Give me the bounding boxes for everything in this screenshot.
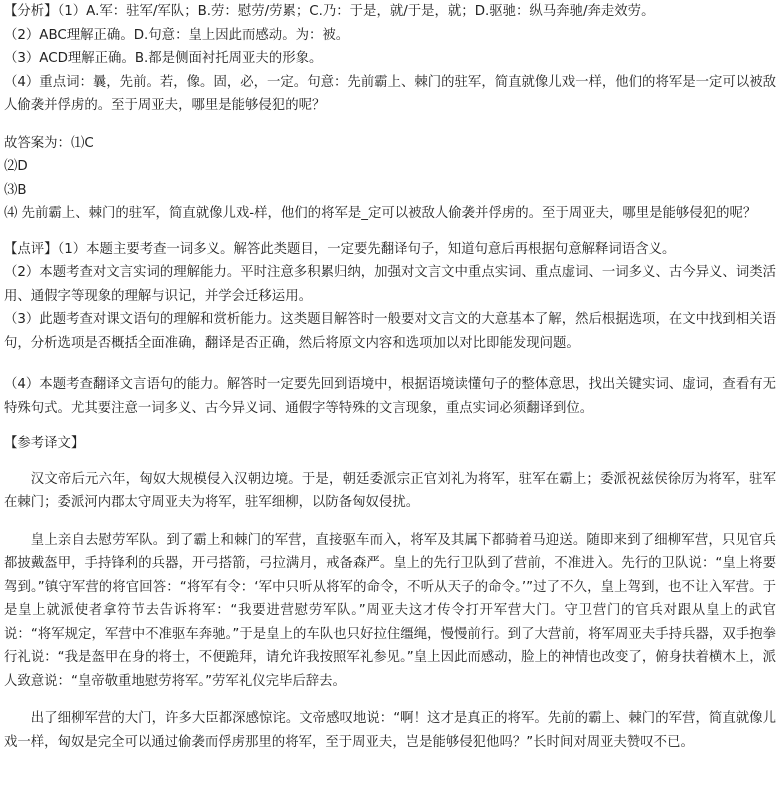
analysis-item-1: 【分析】（1）A.军：驻军/军队；B.劳：慰劳/劳累；C.乃：于是，就/于是，就；D.驱驰：纵马奔驰/奔走效劳。: [4, 4, 655, 19]
answer-section: [4, 132, 776, 226]
analysis-section: [4, 0, 776, 118]
translation-paragraph-3: 出了细柳军营的大门，许多大臣都深感惊诧。文帝感叹地说：“啊！这才是真正的将军。先前的霸上、棘门的军营，简直就像儿戏一样，匈奴是完全可以通过偷袭而俘虏那里的将军，至于周亚夫，岂是能够侵犯他吗？”长时间对周亚夫赞叹不已。: [4, 711, 776, 750]
comment-item-1: 【点评】（1）本题主要考查一词多义。解答此类题目，一定要先翻译句子，知道句意后再根据句意解释词语含义。: [4, 241, 676, 257]
analysis-item-4: （4）重点词：曩，先前。若，像。固，必，一定。句意：先前霸上、棘门的驻军，简直就像儿戏一样，他们的将军是一定可以被敌人偷袭并俘虏的。至于周亚夫，哪里是能够侵犯的呢？: [4, 74, 776, 113]
answer-line-2: ⑵D: [4, 159, 28, 174]
translation-heading: 【参考译文】: [4, 436, 85, 451]
answer-line-1: 故答案为：⑴C: [4, 135, 94, 151]
analysis-item-2: （2）ABC理解正确。D.句意：皇上因此而感动。为：被。: [4, 27, 350, 43]
comment-item-2: （2）本题考查对文言实词的理解能力。平时注意多积累归纳，加强对文言文中重点实词、重点虚词、一词多义、古今异义、词类活用、通假字等现象的理解与识记，并学会迁移运用。: [4, 265, 776, 304]
translation-section: [4, 432, 776, 754]
comment-section: [4, 238, 776, 421]
answer-line-3: ⑶B: [4, 182, 27, 198]
analysis-item-3: （3）ACD理解正确。B.都是侧面衬托周亚夫的形象。: [4, 51, 323, 66]
comment-item-4: （4）本题考查翻译文言语句的能力。解答时一定要先回到语境中，根据语境读懂句子的整体意思，找出关键实词、虚词，查看有无特殊句式。尤其要注意一词多义、古今异义词、通假字等特殊的文言现象，重点实词必须翻译到位。: [4, 377, 776, 416]
translation-paragraph-2: 皇上亲自去慰劳军队。到了霸上和棘门的军营，直接驱车而入，将军及其属下都骑着马迎送。随即来到了细柳军营，只见官兵都披戴盔甲，手持锋利的兵器，开弓搭箭，弓拉满月，戒备森严。皇上的先行卫队到了营前，不准进入。先行的卫队说：“皇上将要驾到。”镇守军营的将官回答：“将军有令：‘军中只听从将军的命令，不听从天子的命令。’”过了不久，皇上驾到，也不让入军营。于是皇上就派使者拿符节去告诉将军：“我要进营慰劳军队。”周亚夫这才传令打开军营大门。守卫营门的官兵对跟从皇上的武官说：“将军规定，军营中不准驱车奔驰。”于是皇上的车队也只好拉住缰绳，慢慢前行。到了大营前，将军周亚夫手持兵器，双手抱拳行礼说：“我是盔甲在身的将士，不便跪拜，请允许我按照军礼参见。”皇上因此而感动，脸上的神情也改变了，俯身扶着横木上，派人致意说：“皇帝敬重地慰劳将军。”劳军礼仪完毕后辞去。: [4, 532, 776, 689]
translation-paragraph-1: 汉文帝后元六年，匈奴大规模侵入汉朝边境。于是，朝廷委派宗正官刘礼为将军，驻军在霸上；委派祝兹侯徐厉为将军，驻军在棘门；委派河内郡太守周亚夫为将军，驻军细柳，以防备匈奴侵扰。: [4, 471, 776, 510]
answer-line-4: ⑷ 先前霸上、棘门的驻军，简直就像儿戏-样，他们的将军是_定可以被敌人偷袭并俘虏的。至于周亚夫，哪里是能够侵犯的呢？: [4, 206, 757, 221]
comment-item-3: （3）此题考查对课文语句的理解和赏析能力。这类题目解答时一般要对文言文的大意基本了解，然后根据选项，在文中找到相关语句，分析选项是否概括全面准确，翻译是否正确，然后将原文内容和选项加以对比即能发现问题。: [4, 312, 776, 351]
